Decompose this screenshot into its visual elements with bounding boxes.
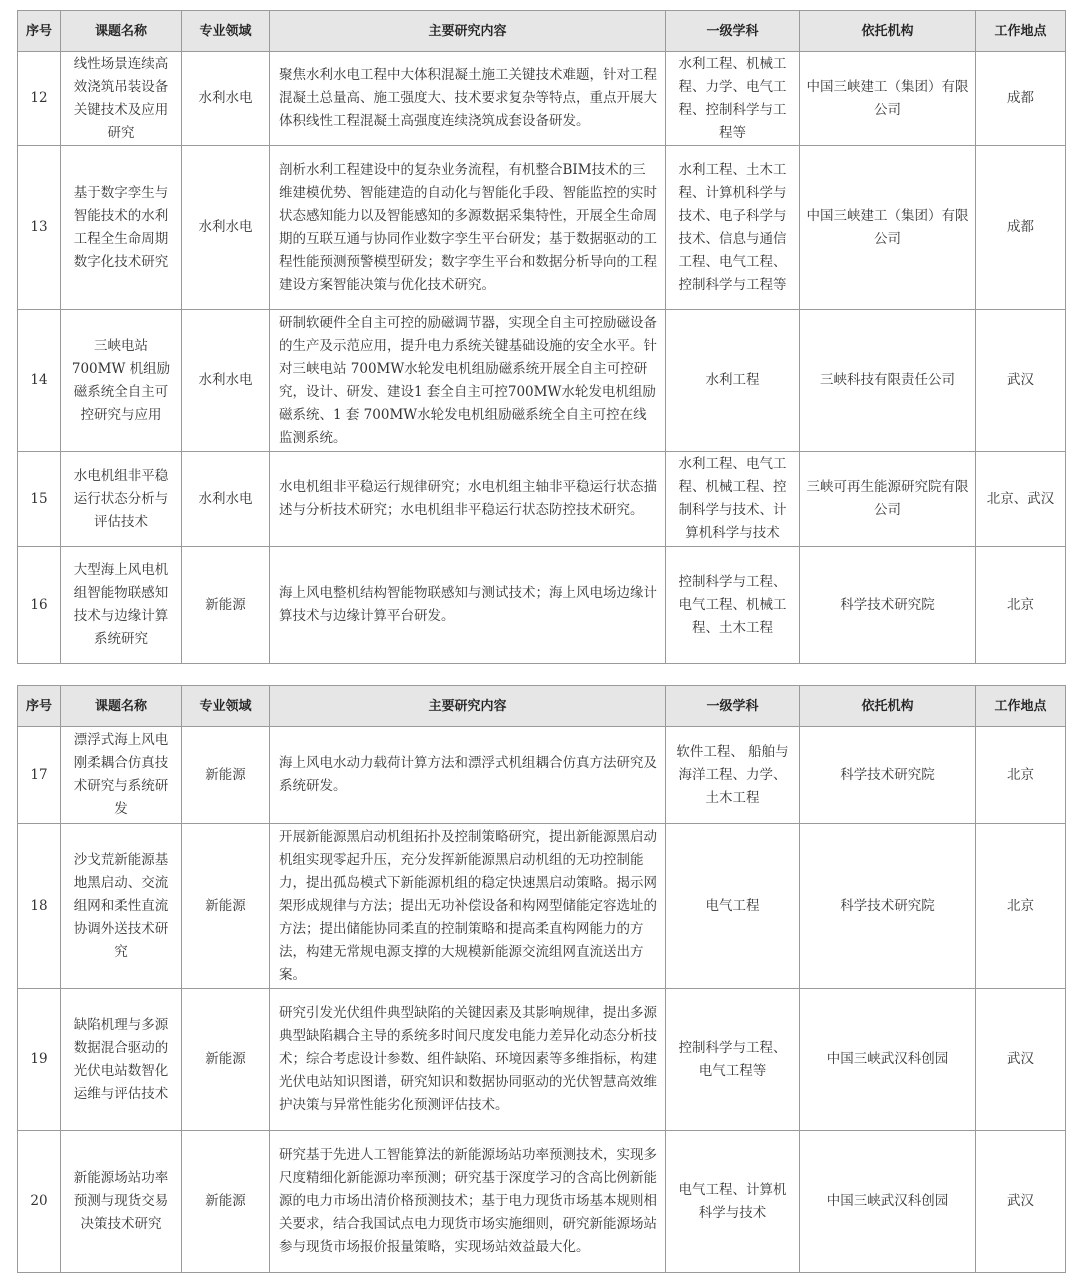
header-content: 主要研究内容 [270,686,666,727]
table-row [18,989,1066,1131]
cell-discipline: 电气工程 [666,824,800,989]
table-row [18,310,1066,452]
cell-discipline: 电气工程、计算机科学与技术 [666,1131,800,1273]
cell-content: 聚焦水利水电工程中大体积混凝土施工关键技术难题，针对工程混凝土总量高、施工强度大、技术要求复杂等特点，重点开展大体积线性工程混凝土高强度连续浇筑成套设备研发。 [270,52,666,146]
cell-no: 16 [18,547,61,664]
table-row [18,1131,1066,1273]
cell-location: 武汉 [976,310,1066,452]
cell-org: 三峡科技有限责任公司 [800,310,976,452]
cell-no: 18 [18,824,61,989]
cell-location: 成都 [976,52,1066,146]
header-field: 专业领域 [182,11,270,52]
cell-location: 武汉 [976,989,1066,1131]
cell-field: 新能源 [182,1131,270,1273]
cell-content: 开展新能源黑启动机组拓扑及控制策略研究，提出新能源黑启动机组实现零起升压，充分发挥新能源黑启动机组的无功控制能力，提出孤岛模式下新能源机组的稳定快速黑启动策略。揭示网架形成规律与方法；提出无功补偿设备和构网型储能定容选址的方法；提出储能协同柔直的控制策略和提高柔直构网能力的方法，构建无常规电源支撑的大规模新能源交流组网直流送出方案。 [270,824,666,989]
cell-location: 成都 [976,146,1066,310]
cell-title: 沙戈荒新能源基地黑启动、交流组网和柔性直流协调外送技术研究 [61,824,182,989]
cell-no: 14 [18,310,61,452]
cell-location: 北京 [976,824,1066,989]
cell-discipline: 水利工程 [666,310,800,452]
header-no: 序号 [18,11,61,52]
table-row [18,146,1066,310]
cell-title: 水电机组非平稳运行状态分析与评估技术 [61,452,182,547]
research-table [17,10,1066,664]
cell-title: 基于数字孪生与智能技术的水利工程全生命周期数字化技术研究 [61,146,182,310]
header-discipline: 一级学科 [666,686,800,727]
cell-field: 新能源 [182,547,270,664]
cell-org: 中国三峡建工（集团）有限公司 [800,146,976,310]
cell-title: 三峡电站 700MW 机组励磁系统全自主可控研究与应用 [61,310,182,452]
cell-org: 三峡可再生能源研究院有限公司 [800,452,976,547]
header-location: 工作地点 [976,686,1066,727]
cell-no: 17 [18,727,61,824]
cell-location: 北京 [976,547,1066,664]
cell-org: 中国三峡武汉科创园 [800,1131,976,1273]
cell-field: 水利水电 [182,452,270,547]
cell-field: 新能源 [182,824,270,989]
cell-discipline: 控制科学与工程、电气工程、机械工程、土木工程 [666,547,800,664]
cell-no: 15 [18,452,61,547]
cell-title: 漂浮式海上风电刚柔耦合仿真技术研究与系统研发 [61,727,182,824]
cell-title: 大型海上风电机组智能物联感知技术与边缘计算系统研究 [61,547,182,664]
table-row [18,824,1066,989]
cell-title: 缺陷机理与多源数据混合驱动的光伏电站数智化运维与评估技术 [61,989,182,1131]
cell-discipline: 水利工程、土木工程、计算机科学与技术、电子科学与技术、信息与通信工程、电气工程、控制科学与工程等 [666,146,800,310]
cell-content: 剖析水利工程建设中的复杂业务流程，有机整合BIM技术的三维建模优势、智能建造的自动化与智能化手段、智能监控的实时状态感知能力以及智能感知的多源数据采集特性，开展全生命周期的互联互通与协同作业数字孪生平台研发；基于数据驱动的工程性能预测预警模型研发；数字孪生平台和数据分析导向的工程建设方案智能决策与优化技术研究。 [270,146,666,310]
header-field: 专业领域 [182,686,270,727]
table-row [18,727,1066,824]
cell-org: 科学技术研究院 [800,727,976,824]
table-header-row [18,11,1066,52]
header-title: 课题名称 [61,686,182,727]
cell-content: 海上风电水动力载荷计算方法和漂浮式机组耦合仿真方法研究及系统研发。 [270,727,666,824]
cell-org: 科学技术研究院 [800,547,976,664]
cell-location: 武汉 [976,1131,1066,1273]
cell-field: 水利水电 [182,52,270,146]
cell-no: 20 [18,1131,61,1273]
cell-content: 海上风电整机结构智能物联感知与测试技术；海上风电场边缘计算技术与边缘计算平台研发。 [270,547,666,664]
research-table-2 [17,685,1065,1273]
cell-title: 线性场景连续高效浇筑吊装设备关键技术及应用研究 [61,52,182,146]
header-no: 序号 [18,686,61,727]
table-row [18,547,1066,664]
table-row [18,452,1066,547]
header-content: 主要研究内容 [270,11,666,52]
cell-content: 研究基于先进人工智能算法的新能源场站功率预测技术，实现多尺度精细化新能源功率预测；研究基于深度学习的含高比例新能源的电力市场出清价格预测技术；基于电力现货市场基本规则相关要求，结合我国试点电力现货市场实施细则，研究新能源场站参与现货市场报价报量策略，实现场站效益最大化。 [270,1131,666,1273]
cell-org: 中国三峡建工（集团）有限公司 [800,52,976,146]
cell-field: 新能源 [182,989,270,1131]
cell-discipline: 软件工程、 船舶与海洋工程、力学、土木工程 [666,727,800,824]
header-location: 工作地点 [976,11,1066,52]
cell-no: 19 [18,989,61,1131]
research-table-1 [17,10,1065,664]
header-org: 依托机构 [800,686,976,727]
cell-org: 中国三峡武汉科创园 [800,989,976,1131]
cell-field: 新能源 [182,727,270,824]
cell-discipline: 水利工程、电气工程、机械工程、控制科学与技术、计算机科学与技术 [666,452,800,547]
cell-location: 北京 [976,727,1066,824]
header-discipline: 一级学科 [666,11,800,52]
cell-field: 水利水电 [182,310,270,452]
research-table [17,685,1066,1273]
cell-discipline: 水利工程、机械工程、力学、电气工程、控制科学与工程等 [666,52,800,146]
table-header-row [18,686,1066,727]
cell-discipline: 控制科学与工程、电气工程等 [666,989,800,1131]
cell-content: 水电机组非平稳运行规律研究；水电机组主轴非平稳运行状态描述与分析技术研究；水电机组非平稳运行状态防控技术研究。 [270,452,666,547]
table-row [18,52,1066,146]
cell-content: 研制软硬件全自主可控的励磁调节器，实现全自主可控励磁设备的生产及示范应用，提升电力系统关键基础设施的安全水平。针对三峡电站 700MW水轮发电机组励磁系统开展全自主可控研究，设计、研发、建设1 套全自主可控700MW水轮发电机组励磁系统、1 套 700MW水轮发电机组励磁系统全自主可控在线监测系统。 [270,310,666,452]
cell-field: 水利水电 [182,146,270,310]
cell-no: 13 [18,146,61,310]
cell-title: 新能源场站功率预测与现货交易决策技术研究 [61,1131,182,1273]
cell-org: 科学技术研究院 [800,824,976,989]
cell-no: 12 [18,52,61,146]
header-org: 依托机构 [800,11,976,52]
header-title: 课题名称 [61,11,182,52]
cell-content: 研究引发光伏组件典型缺陷的关键因素及其影响规律，提出多源典型缺陷耦合主导的系统多时间尺度发电能力差异化动态分析技术；综合考虑设计参数、组件缺陷、环境因素等多维指标，构建光伏电站知识图谱，研究知识和数据协同驱动的光伏智慧高效维护决策与异常性能劣化预测评估技术。 [270,989,666,1131]
cell-location: 北京、武汉 [976,452,1066,547]
